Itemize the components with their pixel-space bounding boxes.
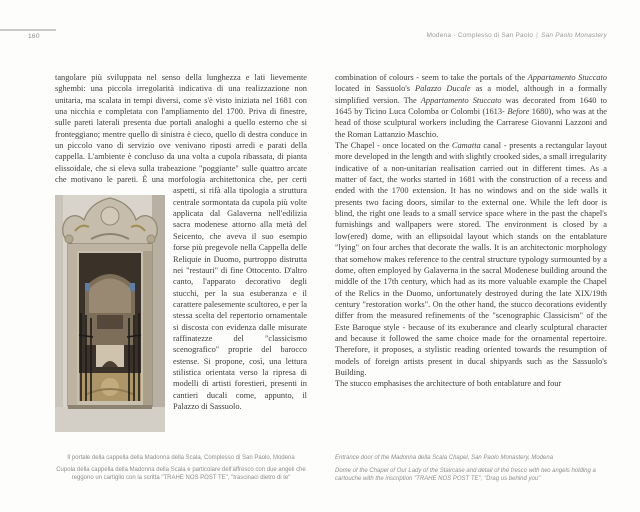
page-number-rule [0, 29, 56, 31]
page-number: 160 [28, 33, 40, 40]
english-paragraphs [335, 72, 607, 390]
caption-line: Il portale della cappella della Madonna della Scala, Complesso di San Paolo, Modena [67, 455, 295, 461]
portal-photo-illustration [55, 195, 165, 432]
english-paragraph: combination of colours - seem to take the portals of the Appartamento Stuccato located in Sassuolo's Palazzo Ducale as a model, although in a formally simplified version. The Appartamento Stuccato was decorated from 1640 to 1645 by Ticino Luca Colomba or Colombi (1613- Before 1680), who was at the head of those sculptural workers including the Carrarese Giovanni Lazzoni and the Roman Lattanzio Maschio. [335, 73, 607, 139]
english-paragraph: The stucco emphasises the architecture of both entablature and four [335, 379, 562, 389]
caption-line: Dome of the Chapel of Our Lady of the Staircase and detail of the fresco with two angels holding a cartouche with the inscription "TRAHE NOS POST TE", "Drag us behind you" [335, 467, 596, 482]
left-text-column [55, 72, 307, 436]
running-head [427, 32, 608, 39]
running-head-english: San Paolo Monastery [541, 32, 607, 39]
right-text-column [335, 72, 607, 390]
caption-line: Cupola della cappella della Madonna della Scala e particolare dell'affresco con due angeli che reggono un cartiglio con la scritta "TRAHE NOS POST TE", "trascinaci dietro di te" [56, 466, 306, 481]
running-head-separator: | [536, 32, 539, 39]
italian-paragraph [55, 72, 307, 412]
portal-photo [55, 195, 165, 432]
italian-text-part2: che, per certi aspetti, si rifà alla tipologia a struttura centrale sormontata da cupola più volte applicata dal Galaverna nell'edilizia sacra modenese attorno alla metà del Seicento, che aveva il suo esempio forse più pregevole nella Cappella delle Reliquie in Duomo, purtroppo distrutta nei "restauri" di fine Ottocento. D'altro canto, l'apparato decorativo degli stucchi, per la sua esuberanza e il carattere palesemente scultoreo, e per la stessa scelta del repertorio ornamentale si discosta con evidenza dalle misurate raffinatezze del "classicismo scenografico" proprie del barocco estense. Si propone, così, una lettura stilistica orientata verso la ripresa di modelli di artisti forestieri, presenti in cantieri ducali come, appunto, il Palazzo di Sassuolo. [173, 175, 308, 411]
italian-text-part1: tangolare più sviluppata nel senso della lunghezza e lati lievemente sghembi: una piccola irregolarità indicativa di una realizzazione non unitaria, ma scalata in tempi diversi, come s'è visto iniziata nel 1681 con una nicchia e completata con l'ampliamento del 1700. Priva di finestre, sulle pareti laterali presenta due portali analoghi a quello esterno che si fronteggiano; mentre quello di sinistra è cieco, quello di destra conduce in un piccolo vano di servizio ove venivano riposti arredi e parati della cappella. L'ambiente è concluso da una volta a cupola ribassata, di pianta elissoidale, che si eleva sulla trabeazione "poggiante" sulle quattro arcate che motivano le pareti. È una morfologia architettonica [55, 73, 307, 185]
running-head-italian: Modena - Complesso di San Paolo [426, 32, 534, 39]
caption-line: Entrance door of the Madonna della Scala Chapel, San Paolo Monastery, Modena [335, 455, 554, 461]
left-captions [55, 454, 307, 486]
english-paragraph: The Chapel - once located on the Camatta canal - presents a rectangular layout more developed in the length and with slightly crooked sides, a small irregularity indicative of a non-unitarian realisation carried out in different times. As a matter of fact, the works started in 1681 with the construction of a recess and ended with the 1700 extension. It has no windows and on the side walls it presents two facing doors, similar to the external one. While the left door is blind, the right one leads to a small service space where in the past the chapel's furnishings and wallpapers were stored. The environment is closed by a low(ered) dome, with an ellipsoidal layout which stands on the entablature "lying" on four arches that decorate the walls. It is an architectonic morphology that somehow makes reference to the central structure typology surmounted by a dome, often employed by Galaverna in the sacral Modenese building around the middle of the 17th century, which had as its more valuable example the Chapel of the Relics in the Duomo, unfortunately destroyed during the late XIX/19th century "restoration works". On the other hand, the stucco decorations evidently differ from the measured refinements of the "scenographic Classicism" of the Este Baroque style - because of its exuberance and clearly sculptural character and because it followed the same choice made for the ornamental repertoire. Therefore, it proposes, a stylistic reading oriented towards the resumption of models of foreign artists present in ducal shipyards such as the Sassuolo's Building. [335, 141, 607, 377]
right-captions [335, 454, 607, 488]
